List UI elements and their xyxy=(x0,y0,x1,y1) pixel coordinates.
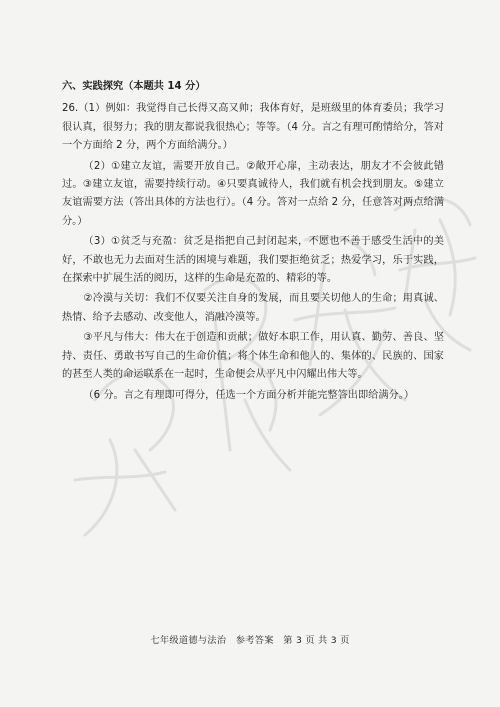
answer-paragraph-4: ②冷漠与关切：我们不仅要关注自身的发展，而且要关切他人的生命；用真诚、热情、给予去感动、改变他人，消融冷漠等。 xyxy=(62,293,444,323)
answer-paragraph-3: （3）①贫乏与充盈：贫乏是指把自己封闭起来，不愿也不善于感受生活中的美好，不敢也无力去面对生活的困境与难题，我们要拒绝贫乏；热爱学习，乐于实践，在探索中扩展生活的阅历，这样的生命是充盈的、精彩的等。 xyxy=(62,236,444,285)
answer-paragraph-5: ③平凡与伟大：伟大在于创造和贡献；做好本职工作，用认真、勤劳、善良、坚持、责任、勇敢书写自己的生命价值；将个体生命和他人的、集体的、民族的、国家的甚至人类的命运联系在一起时，生命便会从平凡中闪耀出伟大等。 xyxy=(62,332,444,381)
answer-content xyxy=(62,78,444,407)
page-footer: 七年级道德与法治 参考答案 第 3 页 共 3 页 xyxy=(150,635,350,646)
section-title: 六、实践探究（本题共 14 分） xyxy=(62,81,206,92)
answer-paragraph-1: 26.（1）例如：我觉得自己长得又高又帅；我体育好，是班级里的体育委员；我学习很认真，很努力；我的朋友都说我很热心；等等。（4 分。言之有理可酌情给分，答对一个方面给 2 分，两个方面给满分。） xyxy=(62,103,444,152)
answer-paragraph-2: （2）①建立友谊，需要开放自己。②敞开心扉，主动表达，朋友才不会彼此错过。③建立友谊，需要持续行动。④只要真诚待人，我们就有机会找到朋友。⑤建立友谊需要方法（答出具体的方法也行）。（4 分。答对一点给 2 分，任意答对两点给满分。） xyxy=(62,160,444,227)
answer-paragraph-6: （6 分。言之有理即可得分，任选一个方面分析并能完整答出即给满分。） xyxy=(83,389,415,401)
